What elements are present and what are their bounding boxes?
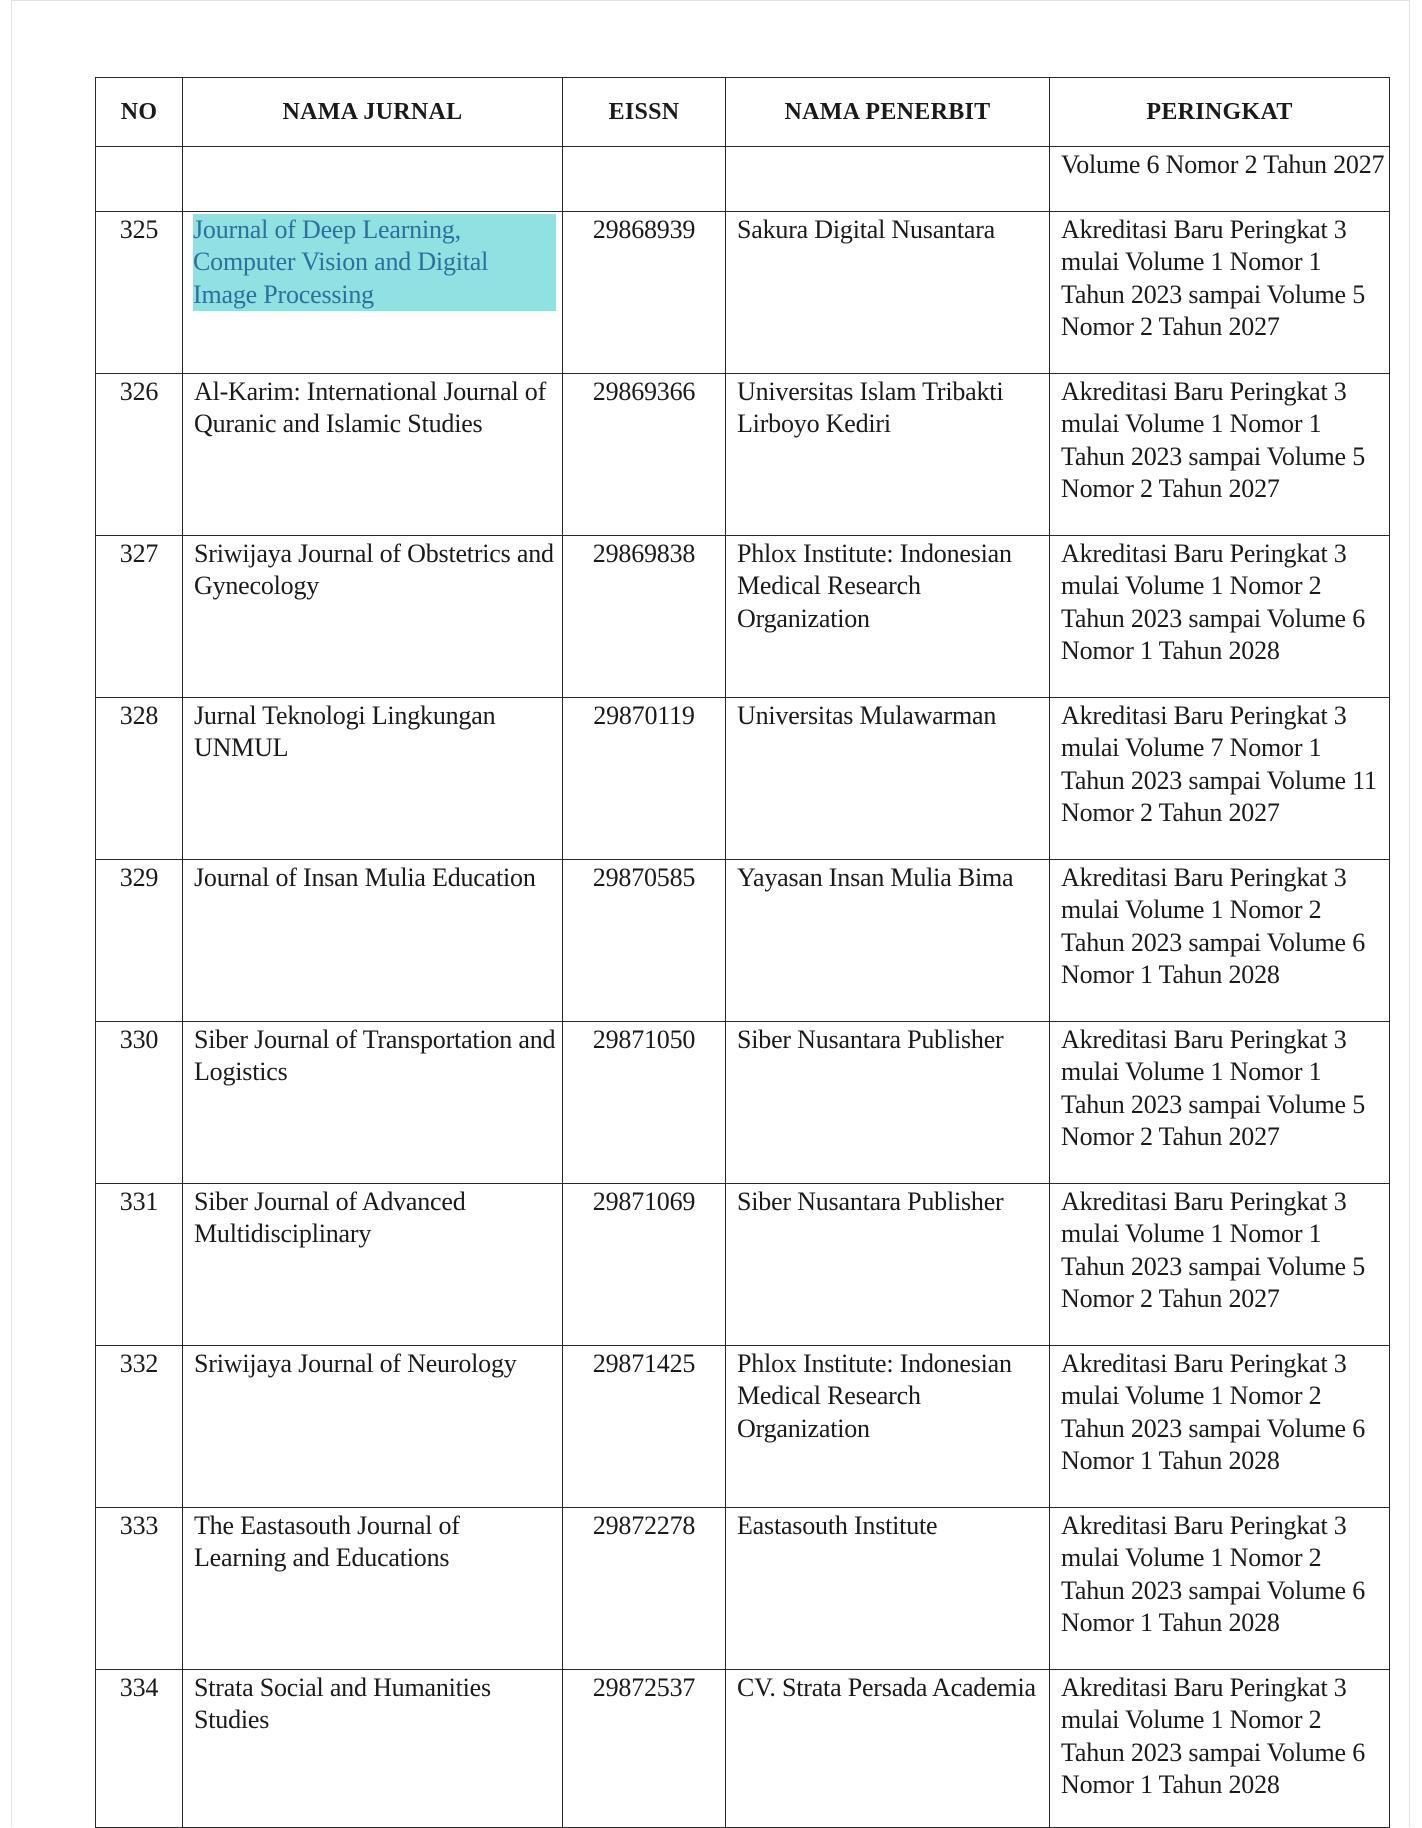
cell-publisher: Universitas Mulawarman	[726, 698, 1050, 860]
cell-publisher: Universitas Islam Tribakti Lirboyo Kediri	[726, 374, 1050, 536]
cell-eissn: 29871425	[563, 1346, 726, 1508]
cell-publisher: Phlox Institute: Indonesian Medical Research Organization	[726, 536, 1050, 698]
cell-no: 325	[96, 212, 183, 374]
table-row	[96, 1346, 1390, 1508]
table-row	[96, 860, 1390, 1022]
cell-publisher: Eastasouth Institute	[726, 1508, 1050, 1670]
cell-no: 327	[96, 536, 183, 698]
cell-journal-name: Sriwijaya Journal of Obstetrics and Gynecology	[183, 536, 563, 698]
cell-publisher	[726, 147, 1050, 212]
table-row	[96, 1022, 1390, 1184]
cell-rank: Volume 6 Nomor 2 Tahun 2027	[1050, 147, 1390, 212]
cell-no: 333	[96, 1508, 183, 1670]
cell-eissn: 29872537	[563, 1670, 726, 1828]
cell-publisher: Siber Nusantara Publisher	[726, 1022, 1050, 1184]
cell-eissn: 29870585	[563, 860, 726, 1022]
header-journal-name: NAMA JURNAL	[183, 78, 563, 147]
cell-journal-name: Al-Karim: International Journal of Quranic and Islamic Studies	[183, 374, 563, 536]
cell-no: 328	[96, 698, 183, 860]
table-row	[96, 536, 1390, 698]
table-header-row	[96, 78, 1390, 147]
cell-rank: Akreditasi Baru Peringkat 3 mulai Volume 1 Nomor 1 Tahun 2023 sampai Volume 5 Nomor 2 Tahun 2027	[1050, 374, 1390, 536]
continuation-row	[96, 147, 1390, 212]
header-no: NO	[96, 78, 183, 147]
cell-journal-name: Siber Journal of Transportation and Logistics	[183, 1022, 563, 1184]
cell-journal-name: The Eastasouth Journal of Learning and Educations	[183, 1508, 563, 1670]
table-row	[96, 212, 1390, 374]
header-publisher-name: NAMA PENERBIT	[726, 78, 1050, 147]
cell-no: 329	[96, 860, 183, 1022]
cell-eissn: 29871050	[563, 1022, 726, 1184]
table-row	[96, 374, 1390, 536]
cell-rank: Akreditasi Baru Peringkat 3 mulai Volume 7 Nomor 1 Tahun 2023 sampai Volume 11 Nomor 2 Tahun 2027	[1050, 698, 1390, 860]
cell-rank: Akreditasi Baru Peringkat 3 mulai Volume 1 Nomor 1 Tahun 2023 sampai Volume 5 Nomor 2 Tahun 2027	[1050, 1184, 1390, 1346]
cell-journal-name: Sriwijaya Journal of Neurology	[183, 1346, 563, 1508]
header-eissn: EISSN	[563, 78, 726, 147]
cell-journal-name: Strata Social and Humanities Studies	[183, 1670, 563, 1828]
cell-journal-name: Journal of Insan Mulia Education	[183, 860, 563, 1022]
cell-rank: Akreditasi Baru Peringkat 3 mulai Volume 1 Nomor 1 Tahun 2023 sampai Volume 5 Nomor 2 Tahun 2027	[1050, 212, 1390, 374]
cell-rank: Akreditasi Baru Peringkat 3 mulai Volume 1 Nomor 2 Tahun 2023 sampai Volume 6 Nomor 1 Tahun 2028	[1050, 536, 1390, 698]
cell-no: 334	[96, 1670, 183, 1828]
table-row	[96, 1184, 1390, 1346]
cell-no: 330	[96, 1022, 183, 1184]
cell-no: 326	[96, 374, 183, 536]
table-row	[96, 698, 1390, 860]
cell-journal-name	[183, 147, 563, 212]
header-rank: PERINGKAT	[1050, 78, 1390, 147]
table-row	[96, 1508, 1390, 1670]
table-row	[96, 1670, 1390, 1828]
cell-no: 331	[96, 1184, 183, 1346]
cell-journal-name	[183, 212, 563, 374]
cell-rank: Akreditasi Baru Peringkat 3 mulai Volume 1 Nomor 1 Tahun 2023 sampai Volume 5 Nomor 2 Tahun 2027	[1050, 1022, 1390, 1184]
cell-journal-name: Jurnal Teknologi Lingkungan UNMUL	[183, 698, 563, 860]
cell-rank: Akreditasi Baru Peringkat 3 mulai Volume 1 Nomor 2 Tahun 2023 sampai Volume 6 Nomor 1 Tahun 2028	[1050, 860, 1390, 1022]
cell-rank: Akreditasi Baru Peringkat 3 mulai Volume 1 Nomor 2 Tahun 2023 sampai Volume 6 Nomor 1 Tahun 2028	[1050, 1346, 1390, 1508]
cell-eissn: 29872278	[563, 1508, 726, 1670]
cell-eissn: 29871069	[563, 1184, 726, 1346]
cell-publisher: CV. Strata Persada Academia	[726, 1670, 1050, 1828]
cell-eissn	[563, 147, 726, 212]
cell-eissn: 29868939	[563, 212, 726, 374]
cell-publisher: Sakura Digital Nusantara	[726, 212, 1050, 374]
cell-no: 332	[96, 1346, 183, 1508]
selected-text-highlight[interactable]: Journal of Deep Learning, Computer Vision and Digital Image Processing	[193, 214, 556, 311]
cell-publisher: Phlox Institute: Indonesian Medical Research Organization	[726, 1346, 1050, 1508]
cell-rank: Akreditasi Baru Peringkat 3 mulai Volume 1 Nomor 2 Tahun 2023 sampai Volume 6 Nomor 1 Tahun 2028	[1050, 1508, 1390, 1670]
cell-eissn: 29869838	[563, 536, 726, 698]
cell-journal-name: Siber Journal of Advanced Multidisciplinary	[183, 1184, 563, 1346]
cell-publisher: Siber Nusantara Publisher	[726, 1184, 1050, 1346]
journal-accreditation-table	[95, 77, 1390, 1828]
cell-eissn: 29870119	[563, 698, 726, 860]
cell-rank: Akreditasi Baru Peringkat 3 mulai Volume 1 Nomor 2 Tahun 2023 sampai Volume 6 Nomor 1 Tahun 2028	[1050, 1670, 1390, 1828]
cell-publisher: Yayasan Insan Mulia Bima	[726, 860, 1050, 1022]
cell-eissn: 29869366	[563, 374, 726, 536]
cell-no	[96, 147, 183, 212]
